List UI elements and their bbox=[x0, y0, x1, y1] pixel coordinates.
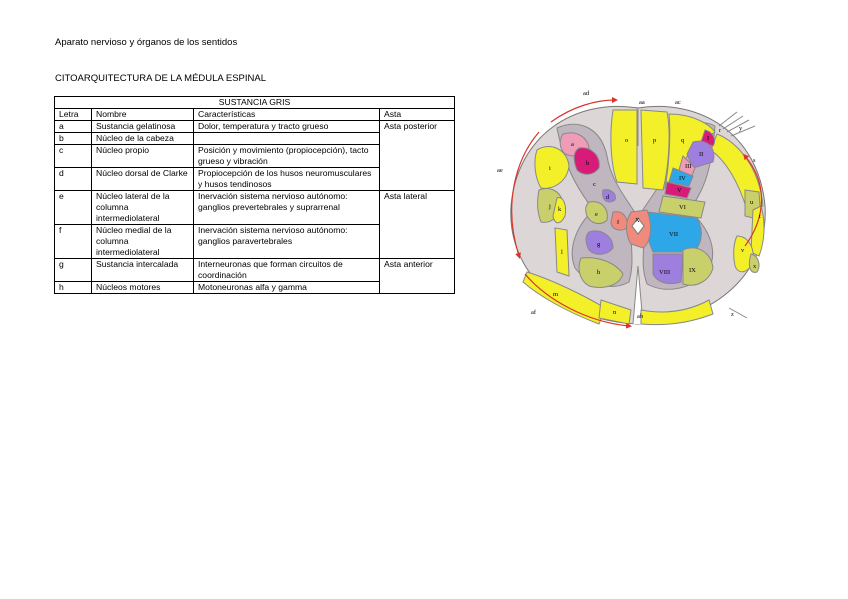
label-af: af bbox=[531, 309, 537, 316]
label-e: e bbox=[595, 211, 598, 218]
label-u: u bbox=[750, 199, 754, 206]
label-lamina-II: II bbox=[699, 151, 704, 158]
label-lamina-V: V bbox=[677, 187, 682, 194]
label-ab: ab bbox=[637, 313, 644, 320]
cell-nombre: Núcleo dorsal de Clarke bbox=[92, 168, 194, 191]
cell-nombre: Sustancia gelatinosa bbox=[92, 121, 194, 133]
label-y: y bbox=[739, 125, 743, 132]
cell-caracteristicas: Inervación sistema nervioso autónomo: ganglios prevertebrales y suprarrenal bbox=[194, 191, 380, 225]
label-q: q bbox=[681, 137, 685, 144]
region-p-yellow bbox=[641, 110, 669, 190]
label-lamina-IV: IV bbox=[679, 175, 686, 182]
header-asta: Asta bbox=[380, 109, 455, 121]
header-nombre: Nombre bbox=[92, 109, 194, 121]
label-h: h bbox=[597, 269, 601, 276]
cell-asta-posterior: Asta posterior bbox=[380, 121, 455, 191]
label-lamina-VI: VI bbox=[679, 204, 686, 211]
label-r: r bbox=[719, 127, 722, 134]
spinal-cord-cross-section-diagram bbox=[497, 86, 780, 336]
label-lamina-I: I bbox=[707, 135, 710, 142]
label-d: d bbox=[606, 194, 610, 201]
cell-nombre: Núcleo de la cabeza bbox=[92, 133, 194, 145]
cell-caracteristicas: Interneuronas que forman circuitos de coordinación bbox=[194, 259, 380, 282]
label-i: i bbox=[549, 165, 551, 172]
cell-nombre: Núcleo propio bbox=[92, 145, 194, 168]
label-m: m bbox=[553, 291, 559, 298]
label-b: b bbox=[586, 160, 590, 167]
label-a: a bbox=[571, 141, 574, 148]
label-x: x bbox=[753, 263, 757, 270]
label-k: k bbox=[558, 206, 562, 213]
gray-matter-table bbox=[54, 96, 455, 294]
label-lamina-VII: VII bbox=[669, 231, 679, 238]
cell-caracteristicas bbox=[194, 133, 380, 145]
table-caption-row bbox=[55, 97, 455, 109]
cell-letra: f bbox=[55, 225, 92, 259]
label-lamina-III: III bbox=[685, 163, 692, 170]
table-caption: SUSTANCIA GRIS bbox=[55, 97, 455, 109]
label-ac: ac bbox=[675, 99, 681, 106]
table-row bbox=[55, 121, 455, 133]
label-j: j bbox=[549, 203, 551, 210]
cell-nombre: Núcleo medial de la columna intermediolateral bbox=[92, 225, 194, 259]
cell-letra: h bbox=[55, 282, 92, 294]
document-header: Aparato nervioso y órganos de los sentidos bbox=[55, 37, 238, 48]
header-caracteristicas: Características bbox=[194, 109, 380, 121]
label-ae: ae bbox=[497, 167, 503, 174]
cell-caracteristicas: Inervación sistema nervioso autónomo: ganglios paravertebrales bbox=[194, 225, 380, 259]
label-c: c bbox=[593, 181, 596, 188]
cell-letra: e bbox=[55, 191, 92, 225]
cell-letra: d bbox=[55, 168, 92, 191]
label-aa: aa bbox=[639, 99, 645, 106]
label-t: t bbox=[759, 213, 761, 220]
cell-nombre: Sustancia intercalada bbox=[92, 259, 194, 282]
cell-caracteristicas: Posición y movimiento (propiocepción), tacto grueso y vibración bbox=[194, 145, 380, 168]
cell-asta-lateral: Asta lateral bbox=[380, 191, 455, 259]
cell-letra: a bbox=[55, 121, 92, 133]
label-s: s bbox=[753, 157, 756, 164]
table-header-row bbox=[55, 109, 455, 121]
label-o: o bbox=[625, 137, 629, 144]
cell-caracteristicas: Dolor, temperatura y tracto grueso bbox=[194, 121, 380, 133]
header-letra: Letra bbox=[55, 109, 92, 121]
region-o-yellow bbox=[611, 110, 637, 184]
cell-caracteristicas: Propiocepción de los husos neuromusculares y husos tendinosos bbox=[194, 168, 380, 191]
cell-nombre: Núcleo lateral de la columna intermediolateral bbox=[92, 191, 194, 225]
cell-letra: b bbox=[55, 133, 92, 145]
cell-letra: c bbox=[55, 145, 92, 168]
table-row bbox=[55, 191, 455, 225]
cell-asta-anterior: Asta anterior bbox=[380, 259, 455, 294]
label-lamina-IX: IX bbox=[689, 267, 696, 274]
label-l: l bbox=[561, 249, 563, 256]
cell-nombre: Núcleos motores bbox=[92, 282, 194, 294]
label-n: n bbox=[613, 309, 617, 316]
cell-caracteristicas: Motoneuronas alfa y gamma bbox=[194, 282, 380, 294]
cell-letra: g bbox=[55, 259, 92, 282]
table-row bbox=[55, 259, 455, 282]
region-t-yellow bbox=[751, 206, 764, 256]
label-lamina-X: X bbox=[635, 217, 640, 224]
label-p: p bbox=[653, 137, 657, 144]
label-f: f bbox=[617, 219, 620, 226]
label-v: v bbox=[741, 247, 745, 254]
label-z: z bbox=[731, 311, 734, 318]
label-ad: ad bbox=[583, 90, 590, 97]
section-title: CITOARQUITECTURA DE LA MÉDULA ESPINAL bbox=[55, 73, 266, 84]
label-lamina-VIII: VIII bbox=[659, 269, 671, 276]
label-g: g bbox=[597, 241, 601, 248]
